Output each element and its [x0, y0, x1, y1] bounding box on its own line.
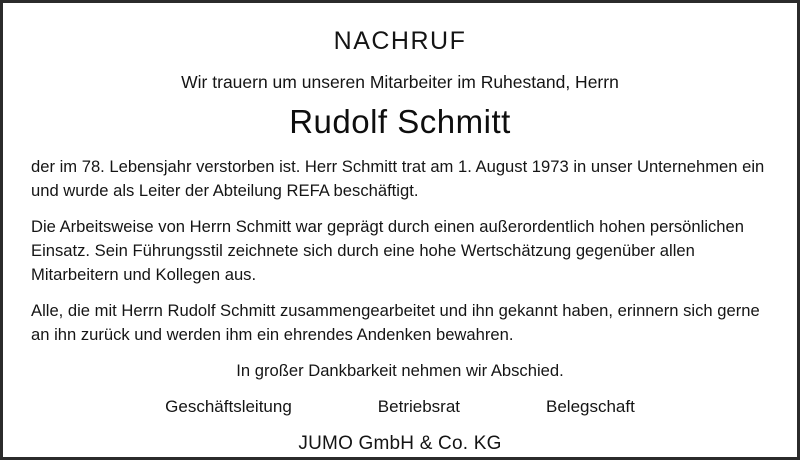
signatory-roles [31, 397, 769, 417]
lead-text: Wir trauern um unseren Mitarbeiter im Ruhestand, Herrn [181, 72, 619, 92]
role-staff: Belegschaft [546, 397, 635, 417]
company-name: JUMO GmbH & Co. KG [298, 433, 502, 455]
page-title: NACHRUF [333, 27, 467, 55]
paragraph-2: Die Arbeitsweise von Herrn Schmitt war geprägt durch einen außerordentlich hohen persönlichen Einsatz. Sein Führungsstil zeichnete sich durch eine hohe Wertschätzung gegenüber allen Mitarbeitern und Kollegen aus. [31, 217, 744, 285]
deceased-name: Rudolf Schmitt [289, 103, 511, 140]
role-management: Geschäftsleitung [165, 397, 292, 417]
closing-line: In großer Dankbarkeit nehmen wir Abschied. [236, 361, 564, 381]
paragraph-1: der im 78. Lebensjahr verstorben ist. Herr Schmitt trat am 1. August 1973 in unser Unternehmen ein und wurde als Leiter der Abteilung REFA beschäftigt. [31, 157, 765, 201]
notice-content [3, 3, 797, 457]
paragraph-3: Alle, die mit Herrn Rudolf Schmitt zusammengearbeitet und ihn gekannt haben, erinnern sich gerne an ihn zurück und werden ihm ein ehrendes Andenken bewahren. [31, 301, 760, 345]
role-works-council: Betriebsrat [377, 397, 460, 417]
